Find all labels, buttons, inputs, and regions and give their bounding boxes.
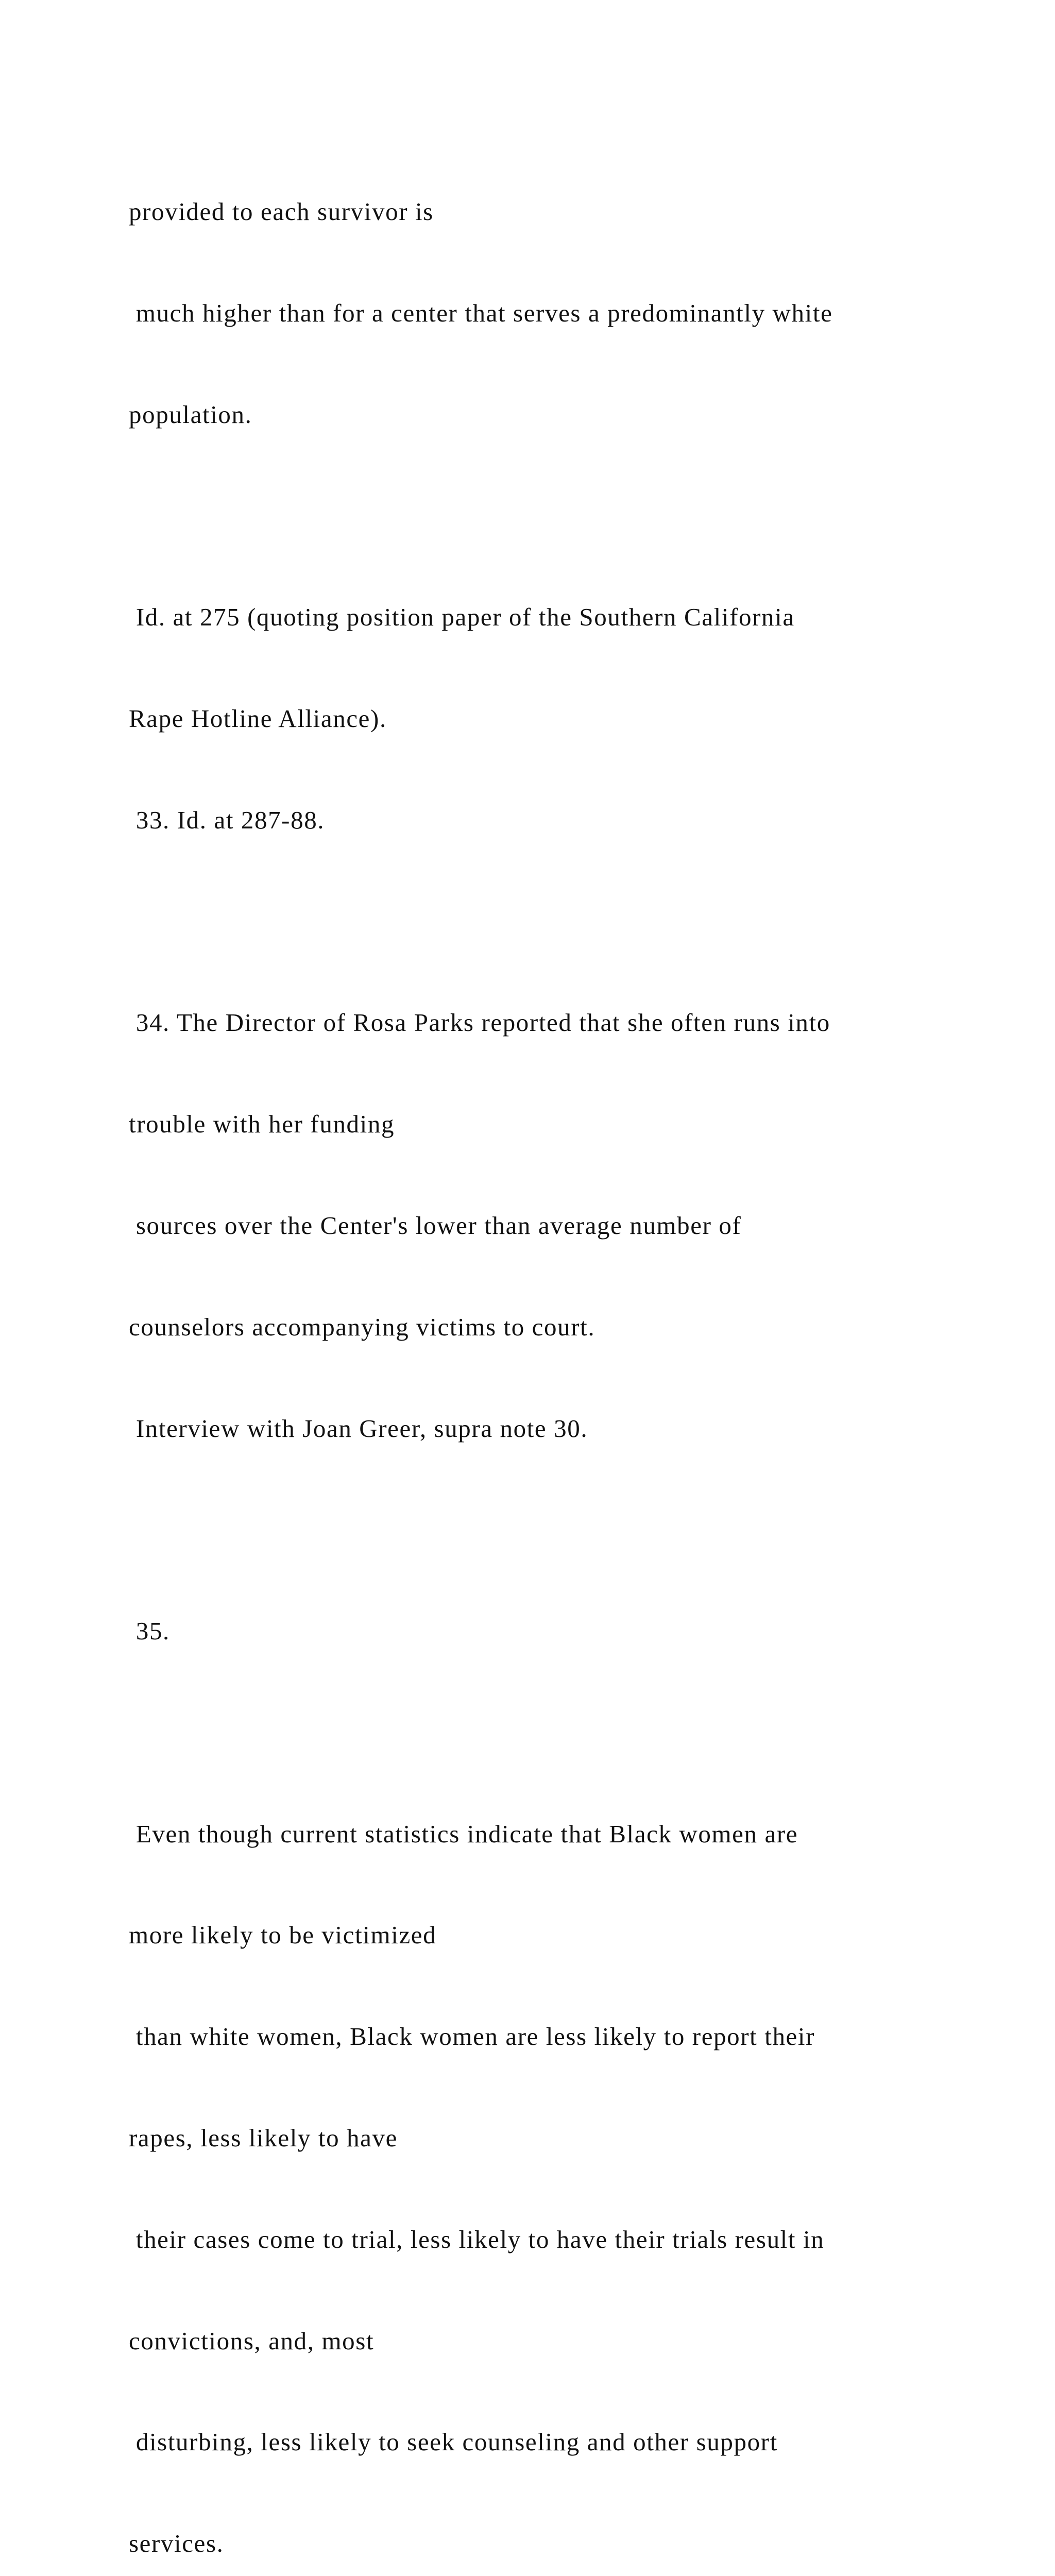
blank-line [129, 499, 1005, 533]
text-line: provided to each survivor is [129, 197, 434, 226]
text-line: rapes, less likely to have [129, 2124, 398, 2153]
text-line: Id. at 275 (quoting position paper of the Southern California [129, 603, 795, 632]
document-body [129, 127, 1005, 2576]
text-line: than white women, Black women are less likely to report their [129, 2022, 815, 2051]
text-line: disturbing, less likely to seek counseling and other support [129, 2428, 778, 2456]
text-line: Even though current statistics indicate that Black women are [129, 1819, 798, 1848]
text-line: Interview with Joan Greer, supra note 30. [129, 1414, 588, 1443]
text-line: population. [129, 400, 252, 429]
text-line: sources over the Center's lower than average number of [129, 1211, 742, 1240]
text-line: services. [129, 2529, 224, 2558]
text-line: trouble with her funding [129, 1110, 395, 1139]
blank-line [129, 1716, 1005, 1750]
blank-line [129, 1513, 1005, 1547]
text-line: much higher than for a center that serves a predominantly white [129, 298, 833, 327]
footnote-33: 33. Id. at 287-88. [129, 805, 325, 834]
footnote-35: 35. [129, 1617, 170, 1646]
text-line: convictions, and, most [129, 2326, 375, 2355]
text-line: counselors accompanying victims to court. [129, 1312, 595, 1341]
text-line: Rape Hotline Alliance). [129, 704, 387, 733]
footnote-34: 34. The Director of Rosa Parks reported that she often runs into [129, 1008, 830, 1037]
text-line: more likely to be victimized [129, 1921, 437, 1950]
blank-line [129, 905, 1005, 939]
text-line: their cases come to trial, less likely to have their trials result in [129, 2225, 825, 2253]
